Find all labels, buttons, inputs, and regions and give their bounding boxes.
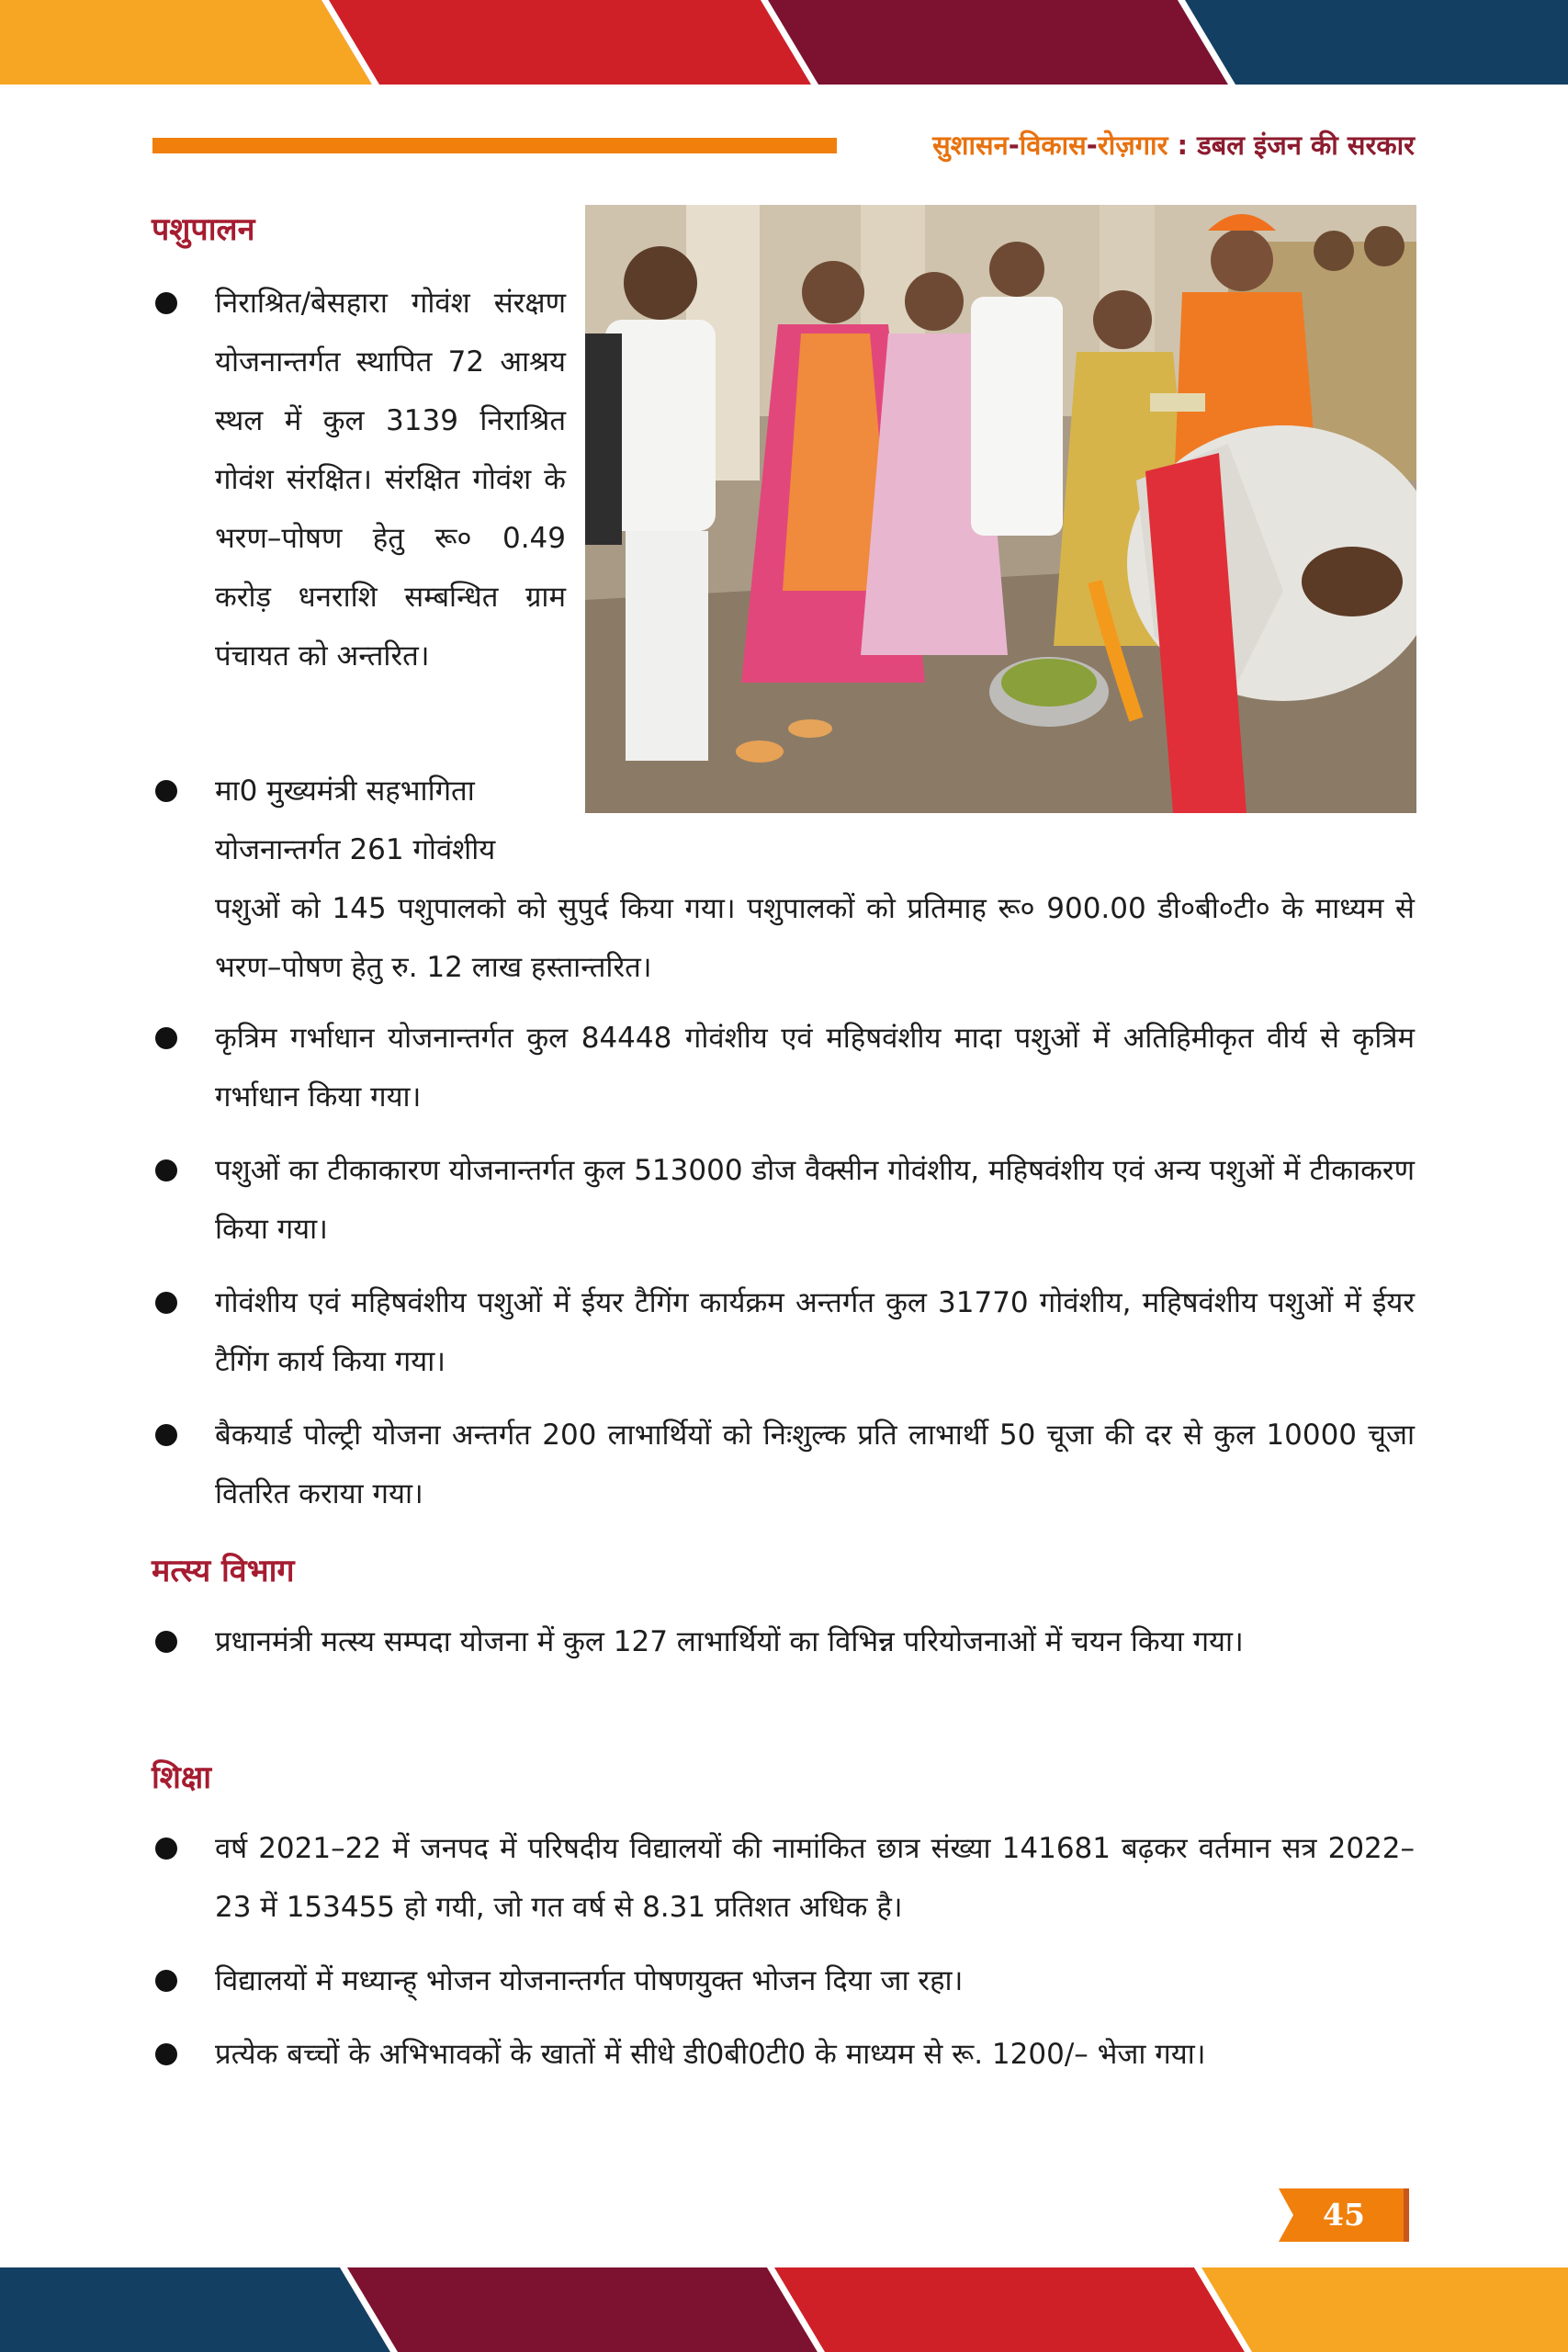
event-photo-illustration: [585, 205, 1416, 813]
header-title-part: रोज़गार: [1097, 130, 1168, 161]
bullet-dot: [155, 1292, 177, 1314]
bullet-text: प्रधानमंत्री मत्स्य सम्पदा योजना में कुल 127 लाभार्थियों का विभिन्न परियोजनाओं में चयन किया गया।: [215, 1625, 1244, 1658]
header-title-part: विकास: [1019, 130, 1087, 161]
bullet-dot: [155, 292, 177, 314]
section-heading-education: शिक्षा: [152, 1759, 212, 1796]
bullet-text: विद्यालयों में मध्यान्ह् भोजन योजनान्तर्गत पोषणयुक्त भोजन दिया जा रहा।: [215, 1964, 964, 1997]
event-photo: [585, 205, 1416, 813]
bullet-text: निराश्रित/बेसहारा गोवंश संरक्षण योजनान्तर्गत स्थापित 72 आश्रय स्थल में कुल 3139 निराश्रित गोवंश संरक्षित। संरक्षित गोवंश के भरण–पोषण हेतु रू० 0.49 करोड़ धनराशि सम्बन्धित ग्राम पंचायत को अन्तरित।: [215, 287, 566, 673]
bottom-decorative-band: [0, 2267, 1568, 2352]
section-heading-animal-husbandry: पशुपालन: [152, 211, 255, 248]
bullet-text: वर्ष 2021–22 में जनपद में परिषदीय विद्यालयों की नामांकित छात्र संख्या 141681 बढ़कर वर्तमान सत्र 2022–23 में 153455 हो गयी, जो गत वर्ष से 8.31 प्रतिशत अधिक है।: [215, 1832, 1415, 1924]
top-decorative-band: [0, 0, 1568, 85]
bullet-dot: [155, 2043, 177, 2065]
bullet-text: पशुओं का टीकाकारण योजनान्तर्गत कुल 513000 डोज वैक्सीन गोवंशीय, महिषवंशीय एवं अन्य पशुओं में टीकाकरण किया गया।: [215, 1154, 1415, 1246]
header-rule: [152, 138, 837, 153]
header-title-separator: -: [1086, 130, 1098, 161]
bullet-dot: [155, 1424, 177, 1446]
section-heading-fisheries: मत्स्य विभाग: [152, 1553, 295, 1589]
bullet-text: गोवंशीय एवं महिषवंशीय पशुओं में ईयर टैगिंग कार्यक्रम अन्तर्गत कुल 31770 गोवंशीय, महिषवंशीय पशुओं में ईयर टैगिंग कार्य किया गया।: [215, 1286, 1415, 1378]
bullet-text: प्रत्येक बच्चों के अभिभावकों के खातों में सीधे डी0बी0टी0 के माध्यम से रू. 1200/– भेजा गया।: [215, 2038, 1206, 2071]
header-title-part: : डबल इंजन की सरकार: [1168, 130, 1415, 161]
bullet-dot: [155, 1970, 177, 1992]
bullet-text: मा0 मुख्यमंत्री सहभागिता योजनान्तर्गत 261 गोवंशीय: [215, 775, 496, 866]
header-title-separator: -: [1008, 130, 1020, 161]
bullet-dot: [155, 1631, 177, 1653]
bullet-dot: [155, 780, 177, 802]
bullet-dot: [155, 1027, 177, 1049]
bullet-text: कृत्रिम गर्भाधान योजनान्तर्गत कुल 84448 गोवंशीय एवं महिषवंशीय मादा पशुओं में अतिहिमीकृत वीर्य से कृत्रिम गर्भाधान किया गया।: [215, 1022, 1415, 1114]
bullet-dot: [155, 1159, 177, 1182]
bullet-text-continued: पशुओं को 145 पशुपालको को सुपुर्द किया गया। पशुपालकों को प्रतिमाह रू० 900.00 डी०बी०टी० के माध्यम से भरण–पोषण हेतु रु. 12 लाख हस्तान्तरित।: [215, 892, 1415, 984]
page-number: 45: [1323, 2197, 1365, 2233]
header-title-part: सुशासन: [932, 130, 1009, 161]
top-band-graphic: [0, 0, 1568, 85]
bullet-text: बैकयार्ड पोल्ट्री योजना अन्तर्गत 200 लाभार्थियों को निःशुल्क प्रति लाभार्थी 50 चूजा की दर से कुल 10000 चूजा वितरित कराया गया।: [215, 1419, 1415, 1510]
bottom-band-graphic: [0, 2267, 1568, 2352]
bullet-dot: [155, 1838, 177, 1860]
running-header-title: [845, 122, 1415, 168]
page-number-tag: [1279, 2188, 1409, 2242]
